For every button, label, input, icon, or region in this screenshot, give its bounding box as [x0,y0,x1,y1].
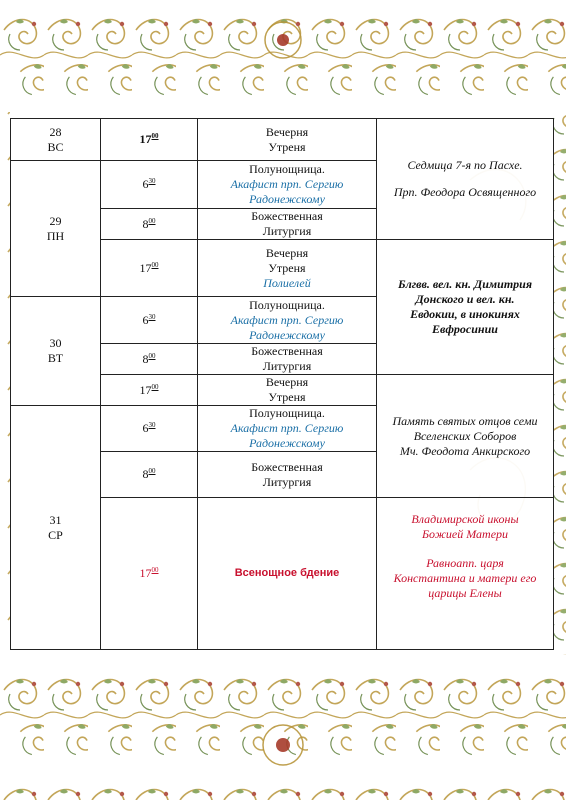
note-line: Константина и матери его [393,571,537,585]
note-line: Божией Матери [421,527,509,541]
service-cell [198,452,377,498]
service-akathist: Радонежскому [249,327,325,342]
time-minute: 00 [151,260,159,269]
service-cell [198,344,377,375]
date-number: 29 [49,213,62,228]
service-cell [198,498,377,650]
time-cell [101,452,198,498]
date-number: 28 [49,124,62,139]
service-akathist: Радонежскому [249,436,325,450]
service-cell [198,119,377,161]
time-hour: 8 [142,467,149,481]
note-line: Вселенских Соборов [413,428,517,443]
time-hour: 17 [139,566,152,580]
service-liturgy: Литургия [262,474,312,489]
date-number: 31 [49,512,62,527]
note-line: Блгвв. вел. кн. Димитрия [397,277,533,291]
service-matins: Утреня [268,390,306,404]
time-hour: 6 [142,177,149,191]
note-line: Евфросинии [432,322,498,336]
service-matins: Утреня [268,260,306,275]
time-minute: 30 [148,421,156,429]
time-minute: 00 [148,216,156,225]
service-cell [198,240,377,297]
time-hour: 17 [139,260,152,275]
time-cell [101,209,198,240]
schedule-table [10,118,554,650]
service-akathist: Радонежскому [249,192,325,206]
note-line: Мч. Феодота Анкирского [399,443,531,458]
service-akathist: Акафист прп. Сергию [230,421,344,435]
time-minute: 00 [151,382,159,391]
weekday: ВТ [47,351,64,365]
weekday: СР [48,527,63,542]
note-line: Седмица 7-я по Пасхе. [407,158,523,172]
time-cell [101,406,198,452]
service-matins: Утреня [268,139,306,154]
service-liturgy: Литургия [262,224,312,238]
service-cell [198,406,377,452]
date-cell [11,297,101,406]
table-row [11,119,554,161]
note-line: царицы Елены [428,586,502,600]
service-liturgy: Божественная [251,344,323,358]
service-vespers: Вечерня [265,245,309,260]
commemoration-cell [377,375,554,498]
service-vespers: Вечерня [265,124,309,139]
date-cell [11,406,101,650]
service-cell [198,375,377,406]
service-akathist: Акафист прп. Сергию [230,177,344,191]
note-line: Владимирской иконы [411,512,519,526]
date-cell [11,161,101,297]
time-hour: 8 [142,351,149,366]
time-minute: 00 [148,467,156,475]
time-minute: 30 [148,312,156,321]
service-vespers: Вечерня [265,375,309,389]
time-minute: 30 [148,177,156,185]
time-minute: 00 [151,566,159,574]
time-cell [101,240,198,297]
service-akathist: Акафист прп. Сергию [230,312,344,327]
service-vigil: Всенощное бдение [234,567,340,579]
time-hour: 17 [139,382,152,397]
weekday: ПН [46,228,65,243]
time-hour: 6 [142,312,149,327]
service-midnight: Полунощница. [249,406,325,420]
service-cell [198,209,377,240]
service-polyeleos: Полиелей [263,275,311,290]
service-liturgy: Литургия [262,359,312,373]
service-liturgy: Божественная [251,459,323,474]
note-line: Память святых отцов семи [392,413,538,428]
time-hour: 17 [139,132,152,146]
commemoration-cell [377,498,554,650]
time-minute: 00 [151,132,159,140]
note-line: Донского и вел. кн. [415,292,515,306]
note-line: Равноапп. царя [426,556,504,570]
time-cell [101,297,198,344]
service-midnight: Полунощница. [249,297,325,312]
time-hour: 8 [142,216,149,231]
service-midnight: Полунощница. [249,162,325,176]
time-cell [101,119,198,161]
time-hour: 6 [142,421,149,435]
date-cell [11,119,101,161]
time-cell [101,161,198,209]
service-liturgy: Божественная [251,209,323,223]
time-minute: 00 [148,351,156,360]
note-line: Евдокии, в инокинях [410,307,520,321]
commemoration-cell [377,240,554,375]
commemoration-cell [377,119,554,240]
note-line: Прп. Феодора Освященного [393,185,537,199]
time-cell [101,375,198,406]
service-cell [198,297,377,344]
date-number: 30 [49,336,62,350]
time-cell [101,498,198,650]
time-cell [101,344,198,375]
weekday: ВС [47,139,64,154]
service-cell [198,161,377,209]
